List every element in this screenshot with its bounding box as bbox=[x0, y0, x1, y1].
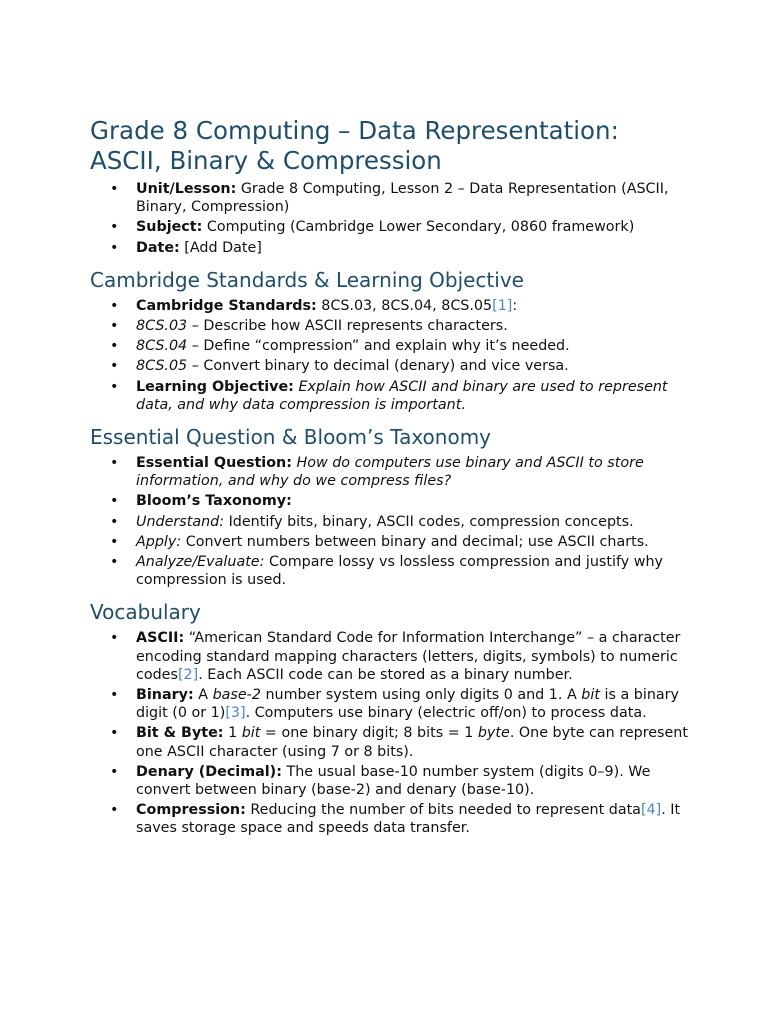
understand-text: Identify bits, binary, ASCII codes, compression concepts. bbox=[224, 513, 634, 530]
vocabulary-list bbox=[90, 629, 690, 837]
subject-label: Subject: bbox=[136, 219, 203, 236]
unit-text: Grade 8 Computing, Lesson 2 – Data Representation (ASCII, Binary, Compression) bbox=[136, 181, 669, 216]
list-item-understand bbox=[90, 513, 690, 531]
binary-text-3: is a binary digit (0 or 1) bbox=[136, 687, 679, 722]
list-item-standards bbox=[90, 297, 690, 315]
ascii-label: ASCII: bbox=[136, 630, 185, 647]
binary-label: Binary: bbox=[136, 687, 194, 704]
binary-term-base2: base-2 bbox=[212, 687, 261, 704]
standard-code-8cs05: 8CS.05 bbox=[136, 358, 188, 375]
objective-label: Learning Objective: bbox=[136, 378, 294, 395]
list-item-date bbox=[90, 239, 690, 257]
denary-label: Denary (Decimal): bbox=[136, 763, 282, 780]
date-label: Date: bbox=[136, 239, 180, 256]
citation-link-4[interactable]: [4] bbox=[640, 802, 662, 819]
bitbyte-text-3: . One byte can represent one ASCII character (using 7 or 8 bits). bbox=[136, 725, 688, 760]
binary-text-1: A bbox=[193, 687, 213, 704]
standard-code-8cs04: 8CS.04 bbox=[136, 338, 188, 355]
list-item-unit bbox=[90, 180, 690, 216]
list-item-binary bbox=[90, 686, 690, 722]
list-item-bit-byte bbox=[90, 724, 690, 760]
denary-text: The usual base-10 number system (digits 0–9). We convert between binary (base-2) and denary (base-10). bbox=[136, 763, 651, 799]
list-item-apply bbox=[90, 533, 690, 551]
objective-text: Explain how ASCII and binary are used to represent data, and why data compression is important. bbox=[136, 378, 668, 413]
standard-text-8cs03: – Describe how ASCII represents characters. bbox=[187, 318, 508, 335]
question-text: How do computers use binary and ASCII to store information, and why do we compress files? bbox=[136, 455, 644, 490]
citation-link-1[interactable]: [1] bbox=[492, 297, 513, 314]
list-item-ascii bbox=[90, 629, 690, 684]
compression-label: Compression: bbox=[136, 802, 246, 819]
question-label: Essential Question: bbox=[136, 455, 292, 472]
analyze-label: Analyze/Evaluate: bbox=[136, 554, 265, 571]
standard-code-8cs03: 8CS.03 bbox=[136, 318, 188, 335]
list-item-8cs05 bbox=[90, 357, 690, 375]
standard-text-8cs05: – Convert binary to decimal (denary) and vice versa. bbox=[187, 358, 569, 375]
standards-colon: : bbox=[512, 297, 518, 314]
section-heading-vocabulary: Vocabulary bbox=[90, 600, 201, 625]
date-text: [Add Date] bbox=[179, 239, 262, 256]
bloom-label: Bloom’s Taxonomy: bbox=[136, 493, 292, 510]
apply-label: Apply: bbox=[136, 533, 182, 550]
list-item-objective bbox=[90, 378, 690, 414]
ascii-text-end: . Each ASCII code can be stored as a binary number. bbox=[198, 666, 573, 683]
bitbyte-term-byte: byte bbox=[477, 725, 510, 742]
citation-link-3[interactable]: [3] bbox=[225, 705, 246, 722]
lesson-info-list bbox=[90, 180, 690, 257]
list-item-8cs04 bbox=[90, 337, 690, 355]
binary-text-2: number system using only digits 0 and 1. A bbox=[260, 687, 582, 704]
unit-label: Unit/Lesson: bbox=[136, 181, 237, 197]
bitbyte-term-bit: bit bbox=[241, 725, 261, 742]
compression-text-1: Reducing the number of bits needed to represent data bbox=[245, 802, 641, 819]
document-title: Grade 8 Computing – Data Representation: ASCII, Binary & Compression bbox=[90, 116, 619, 175]
list-item-question bbox=[90, 454, 690, 490]
document-content bbox=[90, 116, 690, 840]
list-item-8cs03 bbox=[90, 317, 690, 335]
ascii-text: “American Standard Code for Information Interchange” – a character encoding standard mapping characters (letters, digits, symbols) to numeric codes bbox=[136, 630, 681, 683]
list-item-bloom bbox=[90, 492, 690, 510]
standards-text: 8CS.03, 8CS.04, 8CS.05 bbox=[316, 297, 493, 314]
understand-label: Understand: bbox=[136, 513, 225, 530]
binary-term-bit: bit bbox=[581, 687, 600, 704]
list-item-compression bbox=[90, 801, 690, 837]
citation-link-2[interactable]: [2] bbox=[177, 666, 199, 683]
bitbyte-label: Bit & Byte: bbox=[136, 725, 224, 742]
bitbyte-text-2: = one binary digit; 8 bits = 1 bbox=[260, 725, 478, 742]
list-item-denary bbox=[90, 763, 690, 799]
analyze-text: Compare lossy vs lossless compression and justify why compression is used. bbox=[136, 554, 663, 589]
standard-text-8cs04: – Define “compression” and explain why it’s needed. bbox=[187, 338, 570, 355]
compression-text-2: . It saves storage space and speeds data transfer. bbox=[136, 802, 681, 837]
standards-label: Cambridge Standards: bbox=[136, 297, 317, 314]
section-heading-essential: Essential Question & Bloom’s Taxonomy bbox=[90, 425, 492, 450]
bitbyte-text-1: 1 bbox=[223, 725, 242, 742]
binary-text-4: . Computers use binary (electric off/on) to process data. bbox=[245, 705, 647, 722]
apply-text: Convert numbers between binary and decimal; use ASCII charts. bbox=[181, 533, 649, 550]
section-heading-standards: Cambridge Standards & Learning Objective bbox=[90, 267, 524, 292]
list-item-analyze bbox=[90, 553, 690, 589]
subject-text: Computing (Cambridge Lower Secondary, 0860 framework) bbox=[202, 219, 635, 236]
list-item-subject bbox=[90, 218, 690, 236]
standards-list bbox=[90, 297, 690, 414]
essential-list bbox=[90, 454, 690, 589]
